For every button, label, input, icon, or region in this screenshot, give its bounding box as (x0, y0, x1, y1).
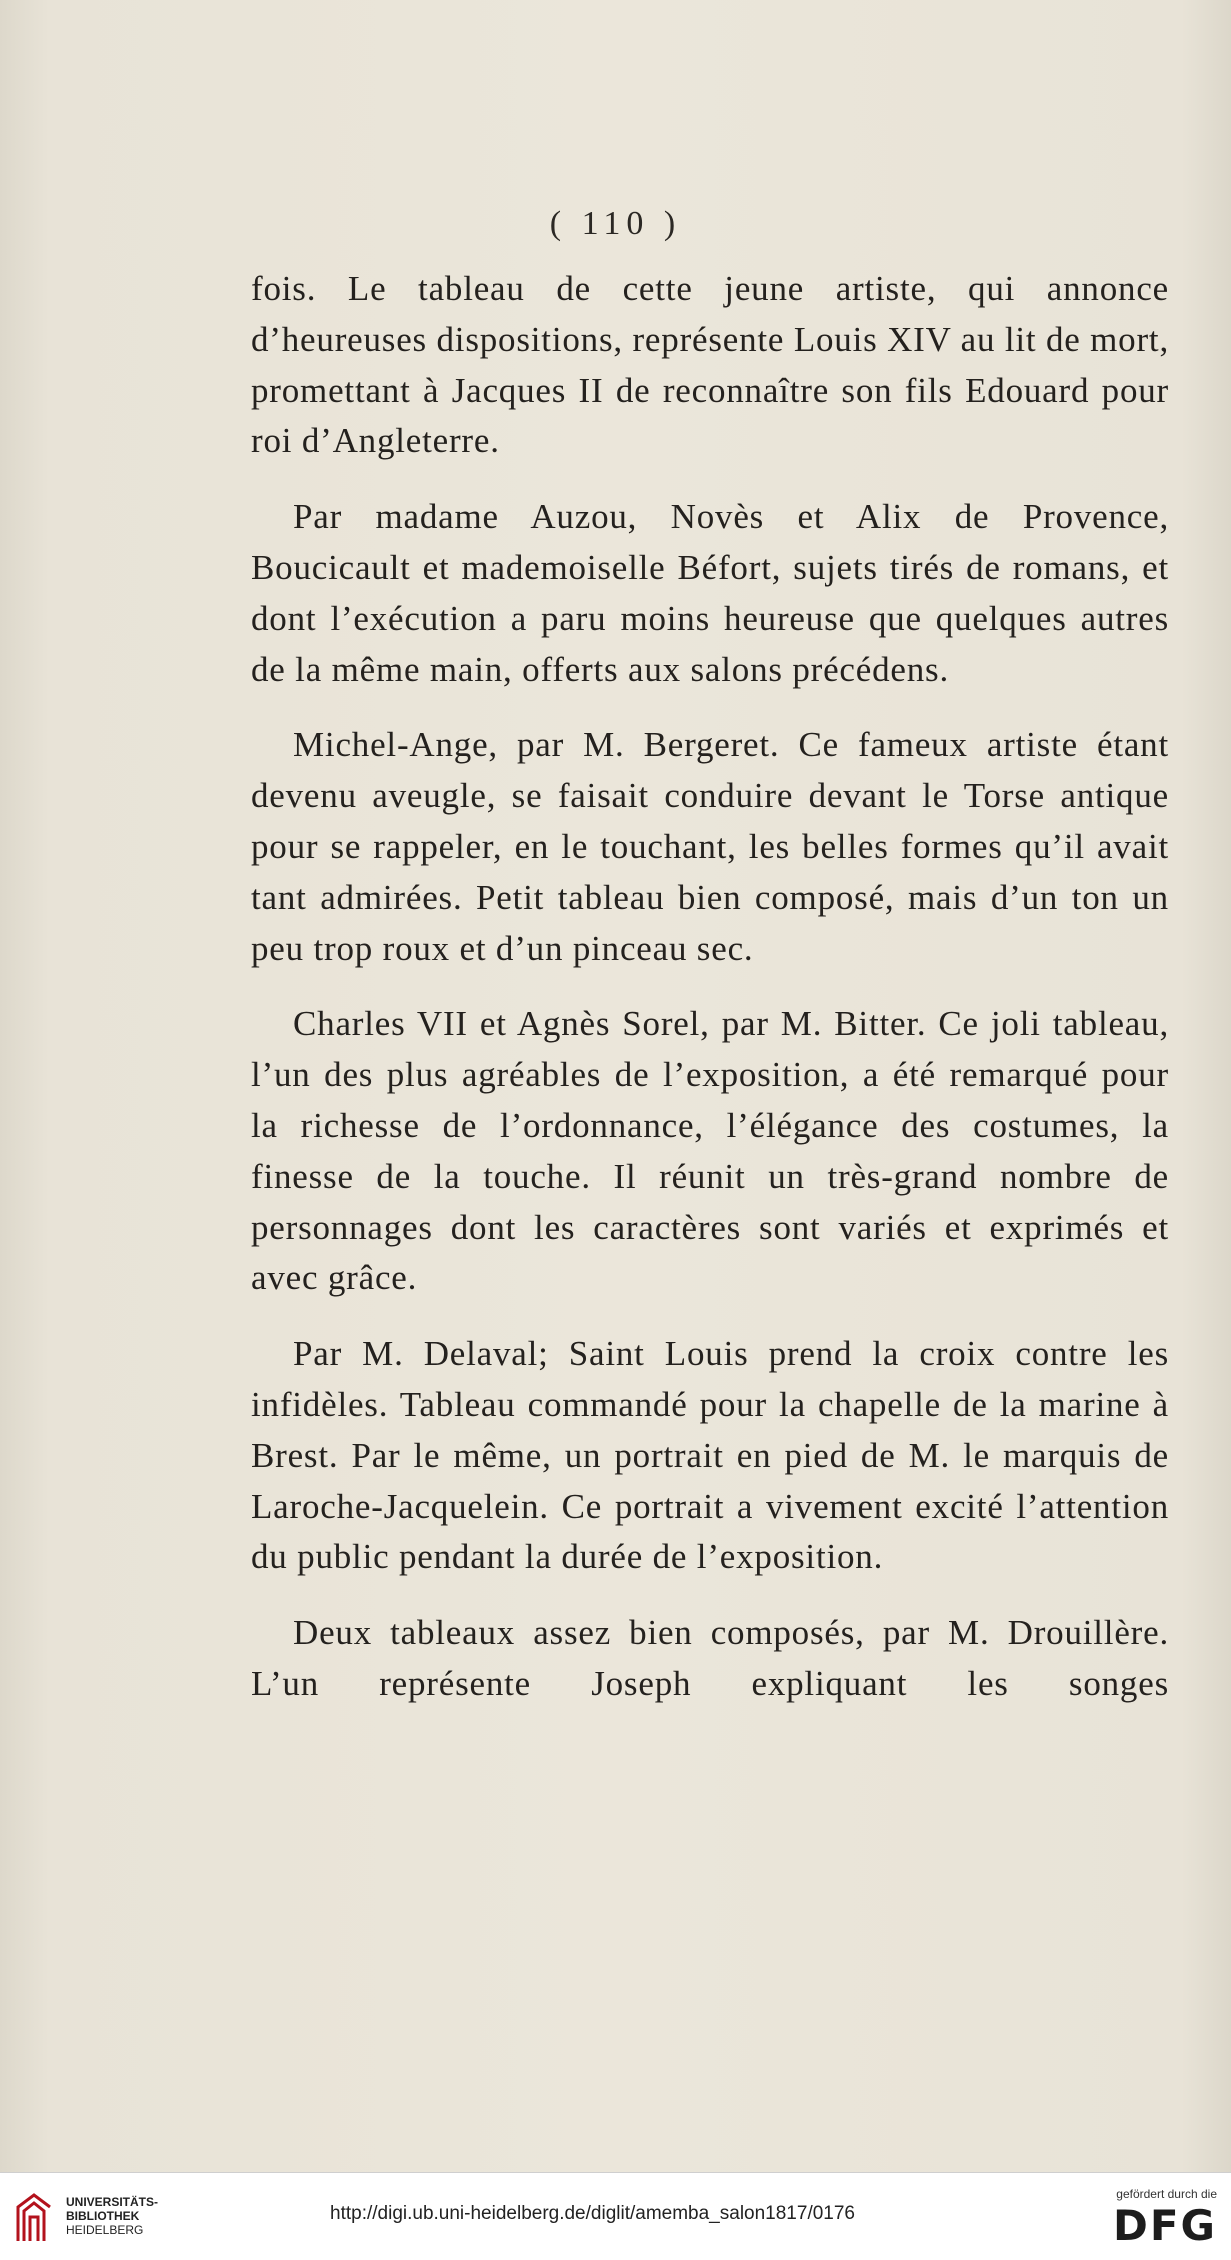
page-number: ( 110 ) (549, 205, 682, 242)
body-text (251, 264, 1169, 1735)
paragraph-delaval: Par M. Delaval; Saint Louis prend la croix contre les infidèles. Tableau commandé pour la chapelle de la marine à Brest. Par le même, un portrait en pied de M. le marquis de Laroche-Jacquelein. Ce portrait a vivement excité l’attention du public pendant la durée de l’exposition. (251, 1334, 1169, 1577)
library-name-line-2: BIBLIOTHEK (66, 2209, 140, 2223)
library-name-line-3: HEIDELBERG (66, 2223, 144, 2237)
funded-by-label: gefördert durch die (1116, 2187, 1217, 2201)
paragraph-bergeret: Michel-Ange, par M. Bergeret. Ce fameux artiste étant devenu aveugle, se faisait conduire devant le Torse antique pour se rappeler, en le touchant, les belles formes qu’il avait tant admirées. Petit tableau bien composé, mais d’un ton un peu trop roux et d’un pinceau sec. (251, 725, 1169, 968)
funder-block (1077, 2187, 1217, 2250)
paragraph-bitter: Charles VII et Agnès Sorel, par M. Bitter. Ce joli tableau, l’un des plus agréables de l’exposition, a été remarqué pour la richesse de l’ordonnance, l’élégance des costumes, la finesse de la touche. Il réunit un très-grand nombre de personnages dont les caractères sont variés et exprimés et avec grâce. (251, 1004, 1169, 1298)
library-name (66, 2195, 158, 2237)
paragraph-continuation: fois. Le tableau de cette jeune artiste, qui annonce d’heureuses dispositions, représente Louis XIV au lit de mort, promettant à Jacques II de reconnaître son fils Edouard pour roi d’Angleterre. (251, 269, 1169, 461)
paragraph-auzou: Par madame Auzou, Novès et Alix de Provence, Boucicault et mademoiselle Béfort, sujets tirés de romans, et dont l’exécution a paru moins heureuse que quelques autres de la même main, offerts aux salons précédens. (251, 497, 1169, 689)
permalink-url[interactable]: http://digi.ub.uni-heidelberg.de/diglit/amemba_salon1817/0176 (330, 2203, 855, 2224)
dfg-logo-icon: DFG (1112, 2201, 1217, 2250)
paragraph-drouillere: Deux tableaux assez bien composés, par M. Drouillère. L’un représente Joseph expliquant les songes (251, 1613, 1169, 1703)
library-name-line-1: UNIVERSITÄTS- (66, 2195, 159, 2209)
footer-bar (0, 2172, 1231, 2260)
university-library-logo-icon (14, 2191, 54, 2245)
